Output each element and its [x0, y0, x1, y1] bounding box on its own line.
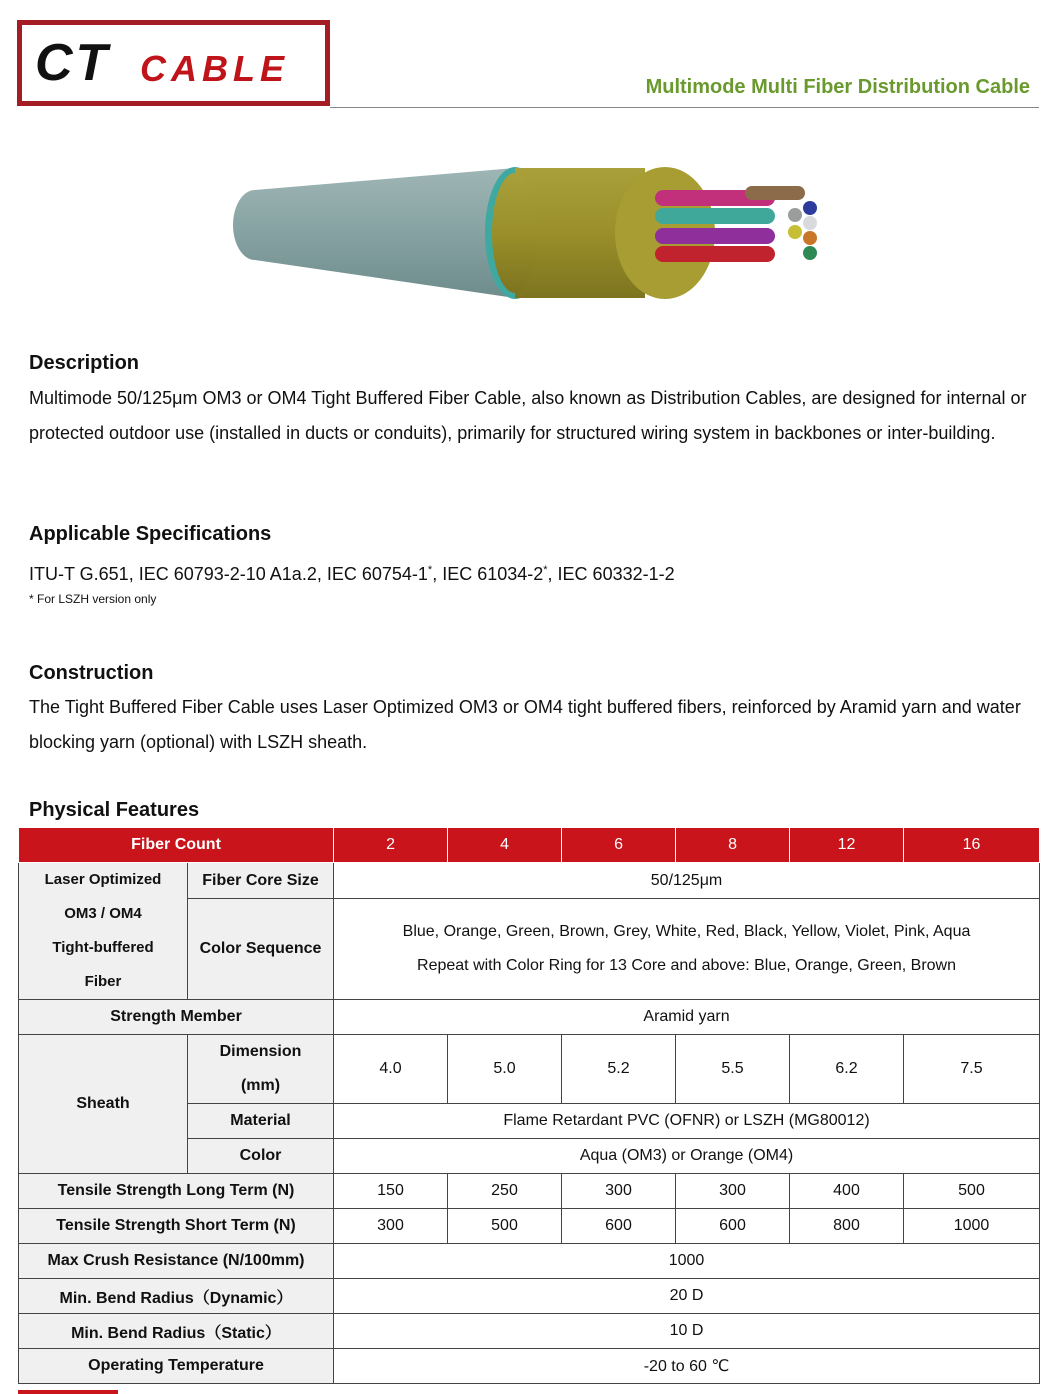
- tensile-long-cell: 400: [790, 1174, 904, 1209]
- lszh-footnote: * For LSZH version only: [29, 592, 157, 606]
- core-size-value: 50/125μm: [334, 863, 1040, 899]
- operating-temperature-label: Operating Temperature: [19, 1349, 334, 1384]
- fiber-count-cell: 6: [562, 828, 676, 863]
- dimension-cell: 5.2: [562, 1035, 676, 1104]
- dimension-label-line: Dimension: [219, 1043, 302, 1060]
- specs-part-c: , IEC 60332-1-2: [547, 564, 675, 584]
- tensile-long-label: Tensile Strength Long Term (N): [19, 1174, 334, 1209]
- tensile-long-cell: 300: [676, 1174, 790, 1209]
- sheath-label: Sheath: [19, 1035, 188, 1174]
- core-size-label: Fiber Core Size: [188, 863, 334, 899]
- color-sequence-line: Blue, Orange, Green, Brown, Grey, White, Red, Black, Yellow, Violet, Pink, Aqua: [402, 923, 971, 940]
- page-footer-mark: [18, 1390, 118, 1394]
- tensile-short-cell: 600: [676, 1209, 790, 1244]
- fiber-group-label: [19, 863, 188, 1000]
- table-row: [19, 1035, 1040, 1104]
- operating-temperature-value: -20 to 60 ℃: [334, 1349, 1040, 1384]
- lszh-marker: *: [427, 564, 433, 576]
- material-label: Material: [188, 1104, 334, 1139]
- header-divider: [330, 107, 1039, 108]
- table-row: [19, 1279, 1040, 1314]
- construction-text: The Tight Buffered Fiber Cable uses Laser Optimized OM3 or OM4 tight buffered fibers, reinforced by Aramid yarn and water blocking yarn (optional) with LSZH sheath.: [29, 697, 1021, 752]
- sheath-color-label: Color: [188, 1139, 334, 1174]
- lszh-marker: *: [543, 564, 548, 576]
- cable-illustration: [225, 160, 840, 310]
- crush-resistance-label: Max Crush Resistance (N/100mm): [19, 1244, 334, 1279]
- document-title: Multimode Multi Fiber Distribution Cable: [645, 76, 1030, 98]
- specifications-heading: Applicable Specifications: [29, 523, 272, 545]
- color-sequence-label: Color Sequence: [188, 899, 334, 1000]
- fiber-count-cell: 16: [904, 828, 1040, 863]
- physical-features-heading: Physical Features: [29, 799, 200, 821]
- fiber-count-label: Fiber Count: [19, 828, 334, 863]
- table-row: [19, 863, 1040, 899]
- sheath-color-value: Aqua (OM3) or Orange (OM4): [334, 1139, 1040, 1174]
- table-row: [19, 1209, 1040, 1244]
- construction-heading: Construction: [29, 662, 154, 684]
- tensile-long-cell: 250: [448, 1174, 562, 1209]
- tensile-long-cell: 500: [904, 1174, 1040, 1209]
- table-row: [19, 1349, 1040, 1384]
- fiber-group-line: Laser Optimized: [44, 871, 162, 888]
- dimension-label-line: (mm): [240, 1077, 281, 1094]
- fiber-count-cell: 4: [448, 828, 562, 863]
- tensile-long-cell: 150: [334, 1174, 448, 1209]
- physical-features-table: [18, 827, 1040, 1384]
- fiber-count-cell: 2: [334, 828, 448, 863]
- fiber-count-cell: 8: [676, 828, 790, 863]
- color-sequence-value: [334, 899, 1040, 1000]
- color-sequence-line: Repeat with Color Ring for 13 Core and above: Blue, Orange, Green, Brown: [417, 957, 956, 974]
- dimension-cell: 7.5: [904, 1035, 1040, 1104]
- table-row: [19, 1000, 1040, 1035]
- table-header-row: [19, 828, 1040, 863]
- dimension-cell: 6.2: [790, 1035, 904, 1104]
- logo-cable-text: CABLE: [140, 48, 289, 89]
- material-value: Flame Retardant PVC (OFNR) or LSZH (MG80012): [334, 1104, 1040, 1139]
- dimension-cell: 5.0: [448, 1035, 562, 1104]
- specs-part-b: , IEC 61034-2: [432, 564, 544, 584]
- fiber-group-line: OM3 / OM4: [64, 905, 142, 922]
- tensile-short-cell: 1000: [904, 1209, 1040, 1244]
- bend-dynamic-value: 20 D: [334, 1279, 1040, 1314]
- tensile-long-cell: 300: [562, 1174, 676, 1209]
- bend-dynamic-label: Min. Bend Radius（Dynamic）: [19, 1279, 334, 1314]
- specs-part-a: ITU-T G.651, IEC 60793-2-10 A1a.2, IEC 60754-1: [29, 564, 428, 584]
- strength-member-label: Strength Member: [19, 1000, 334, 1035]
- fiber-count-cell: 12: [790, 828, 904, 863]
- description-heading: Description: [29, 352, 140, 374]
- brand-logo: [17, 20, 330, 106]
- fiber-group-line: Tight-buffered: [52, 939, 154, 956]
- table-row: [19, 1244, 1040, 1279]
- bend-static-value: 10 D: [334, 1314, 1040, 1349]
- tensile-short-label: Tensile Strength Short Term (N): [19, 1209, 334, 1244]
- tensile-short-cell: 300: [334, 1209, 448, 1244]
- strength-member-value: Aramid yarn: [334, 1000, 1040, 1035]
- bend-static-label: Min. Bend Radius（Static）: [19, 1314, 334, 1349]
- dimension-label: [188, 1035, 334, 1104]
- tensile-short-cell: 800: [790, 1209, 904, 1244]
- table-row: [19, 1174, 1040, 1209]
- fiber-group-line: Fiber: [84, 973, 122, 990]
- tensile-short-cell: 600: [562, 1209, 676, 1244]
- description-text: Multimode 50/125μm OM3 or OM4 Tight Buffered Fiber Cable, also known as Distribution Cables, are designed for internal or protected outdoor use (installed in ducts or conduits), primarily for structured wiring system in backbones or inter-building.: [29, 388, 1027, 443]
- logo-ct-text: CT: [35, 34, 111, 92]
- dimension-cell: 4.0: [334, 1035, 448, 1104]
- tensile-short-cell: 500: [448, 1209, 562, 1244]
- dimension-cell: 5.5: [676, 1035, 790, 1104]
- crush-resistance-value: 1000: [334, 1244, 1040, 1279]
- specifications-text: [29, 553, 1029, 592]
- table-row: [19, 1314, 1040, 1349]
